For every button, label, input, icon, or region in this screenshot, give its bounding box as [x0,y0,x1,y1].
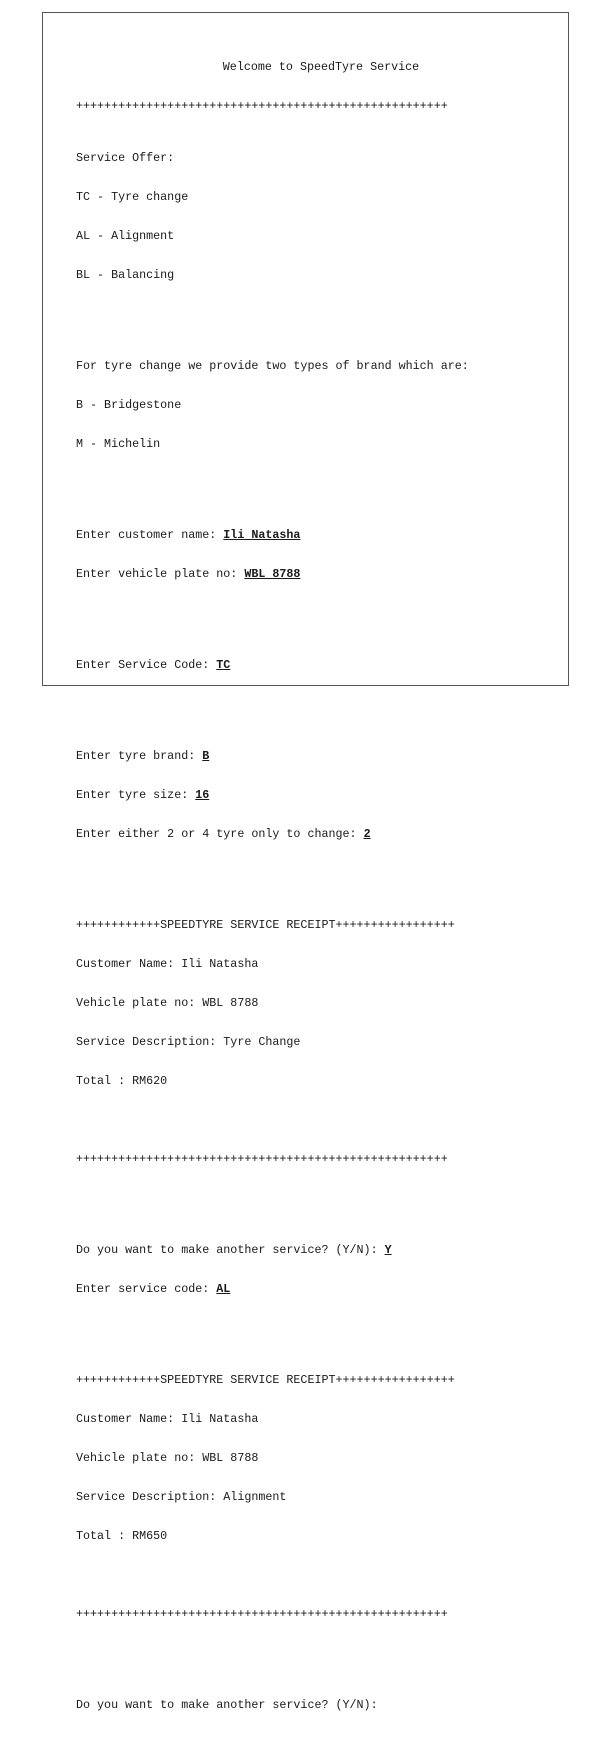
another-service-input[interactable]: Y [384,1243,392,1257]
service-code-input[interactable]: TC [216,658,231,672]
blank-line [76,867,566,880]
brand-item: M - Michelin [76,437,161,451]
welcome-title: Welcome to SpeedTyre Service [222,60,420,74]
tyre-brand-label: Enter tyre brand: [76,749,203,763]
blank-line [76,1114,566,1127]
service-offer-heading: Service Offer: [76,151,175,165]
receipt-customer: Customer Name: Ili Natasha [76,1412,259,1426]
brand-intro: For tyre change we provide two types of brand which are: [76,359,469,373]
blank-line [76,1322,566,1335]
plate-input[interactable]: WBL 8788 [244,567,301,581]
tyre-count-prompt [76,828,566,841]
service-offer-item: AL - Alignment [76,229,175,243]
receipt-total: Total : RM620 [76,1074,168,1088]
tyre-brand-input[interactable]: B [202,749,210,763]
tyre-count-label: Enter either 2 or 4 tyre only to change: [76,827,364,841]
receipt-description: Service Description: Tyre Change [76,1035,301,1049]
receipt-total: Total : RM650 [76,1529,168,1543]
blank-line [76,1192,566,1205]
next-code-input[interactable]: AL [216,1282,231,1296]
another-service-label: Do you want to make another service? (Y/N): [76,1243,385,1257]
plate-label: Enter vehicle plate no: [76,567,245,581]
tyre-size-input[interactable]: 16 [195,788,210,802]
receipt-header: ++++++++++++SPEEDTYRE SERVICE RECEIPT+++++++++++++++++ [76,918,455,932]
blank-line [76,607,566,620]
service-code-label: Enter Service Code: [76,658,217,672]
brand-item: B - Bridgestone [76,398,182,412]
receipt-plate: Vehicle plate no: WBL 8788 [76,996,259,1010]
receipt-plate: Vehicle plate no: WBL 8788 [76,1451,259,1465]
service-code-prompt [76,659,566,672]
blank-line [76,1647,566,1660]
next-code-prompt [76,1283,566,1296]
tyre-brand-prompt [76,750,566,763]
console-output [76,22,566,1751]
blank-line [76,1569,566,1582]
receipt-customer: Customer Name: Ili Natasha [76,957,259,971]
blank-line [76,698,566,711]
receipt-header: ++++++++++++SPEEDTYRE SERVICE RECEIPT+++++++++++++++++ [76,1373,455,1387]
service-offer-item: BL - Balancing [76,268,175,282]
blank-line [76,308,566,321]
service-offer-item: TC - Tyre change [76,190,189,204]
next-code-label: Enter service code: [76,1282,217,1296]
customer-name-prompt [76,529,566,542]
blank-line [76,477,566,490]
separator-line: +++++++++++++++++++++++++++++++++++++++++++++++++++++ [76,99,448,113]
tyre-size-label: Enter tyre size: [76,788,196,802]
receipt-description: Service Description: Alignment [76,1490,287,1504]
separator-line: +++++++++++++++++++++++++++++++++++++++++++++++++++++ [76,1607,448,1621]
console-window [42,12,569,1712]
separator-line: +++++++++++++++++++++++++++++++++++++++++++++++++++++ [76,1152,448,1166]
final-prompt[interactable]: Do you want to make another service? (Y/N): [76,1698,378,1712]
customer-name-label: Enter customer name: [76,528,224,542]
tyre-size-prompt [76,789,566,802]
another-service-prompt [76,1244,566,1257]
tyre-count-input[interactable]: 2 [363,827,371,841]
customer-name-input[interactable]: Ili Natasha [223,528,301,542]
plate-prompt [76,568,566,581]
